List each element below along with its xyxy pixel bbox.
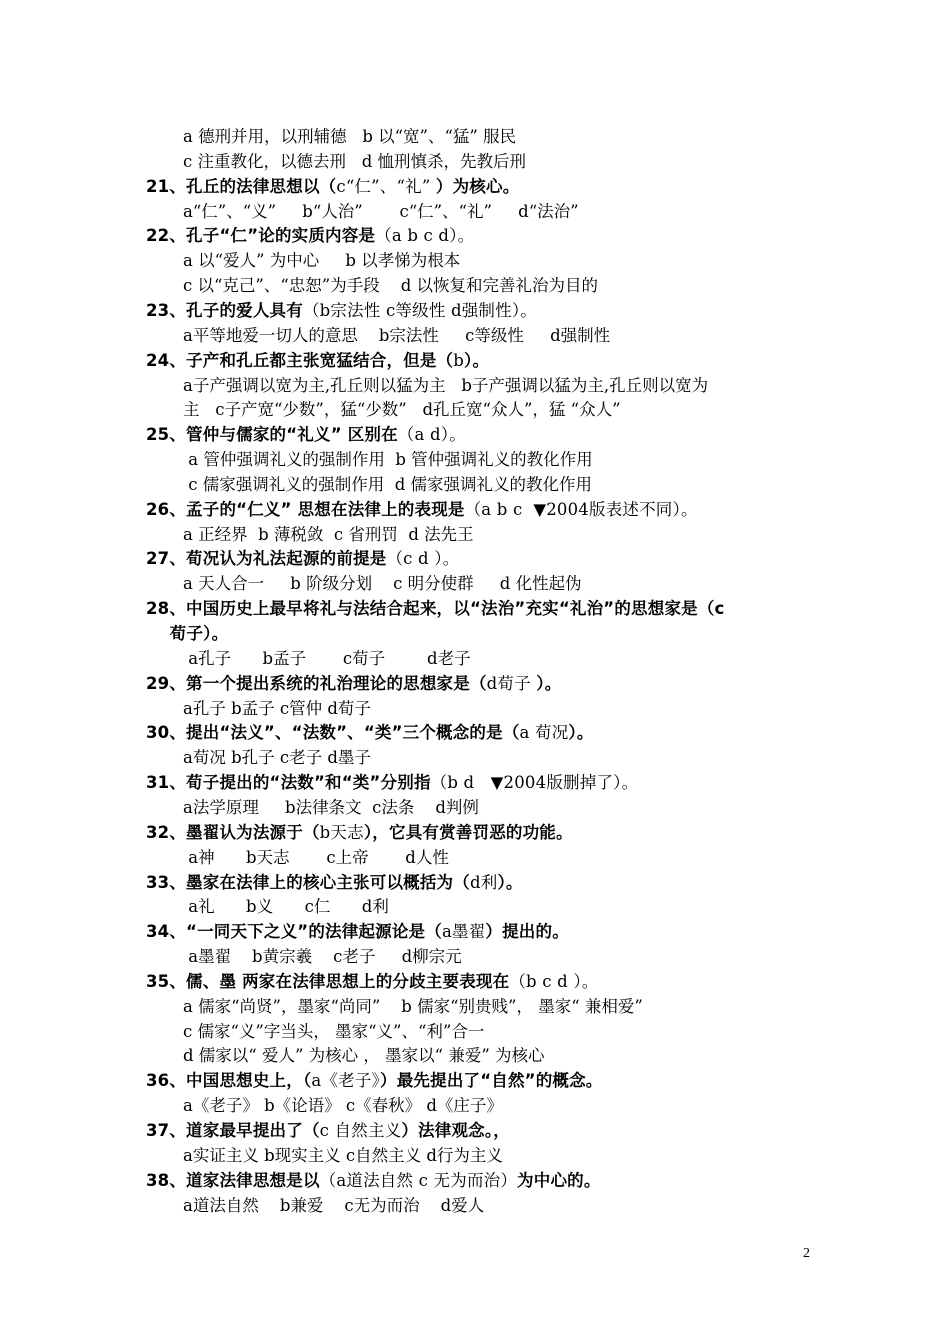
question-text-tail: ）。: [536, 673, 562, 693]
question-text: 35、儒、墨 两家在法律思想上的分歧主要表现在: [146, 971, 510, 991]
answer-text: b天志: [319, 822, 364, 842]
question-text-tail: ）最先提出了“自然”的概念。: [380, 1071, 603, 1091]
question-text-tail: ）。: [464, 350, 490, 370]
option-line: a神 b天志 c上帝 d人性: [183, 847, 449, 867]
question-text: 25、管仲与儒家的“礼义” 区别在: [146, 425, 398, 445]
question-line: [146, 596, 725, 621]
option-line: c 注重教化，以德去刑 d 恤刑慎杀，先教后刑: [183, 151, 527, 171]
answer-text: b: [453, 350, 465, 370]
question-text: 26、孟子的“仁义” 思想在法律上的表现是: [146, 499, 465, 519]
answer-text: （b d ▼2004版删掉了）。: [430, 773, 639, 793]
question-text-tail: ）。: [568, 723, 594, 743]
question-text-tail: ）为核心。: [435, 176, 520, 196]
option-line: a孔子 b孟子 c管仲 d荀子: [183, 698, 371, 718]
question-text: 荀子）。: [146, 624, 229, 643]
question-line: [146, 720, 594, 745]
question-text: 23、孔子的爱人具有: [146, 300, 303, 320]
option-line: a 正经界 b 薄税敛 c 省刑罚 d 法先王: [183, 524, 474, 544]
option-line: c 以“克己”、“忠恕”为手段 d 以恢复和完善礼治为目的: [183, 276, 599, 296]
answer-text: （a道法自然 c 无为而治）: [319, 1170, 518, 1190]
option-line: a礼 b义 c仁 d利: [183, 897, 389, 917]
option-line: a 儒家“尚贤”，墨家“尚同” b 儒家“别贵贱”， 墨家“ 兼相爱”: [183, 996, 643, 1016]
option-line: 主 c子产宽“少数”，猛“少数” d孔丘宽“众人”，猛 “众人”: [183, 400, 621, 420]
option-line: d 儒家以“ 爱人” 为核心 ， 墨家以“ 兼爱” 为核心: [183, 1046, 545, 1066]
option-line: a实证主义 b现实主义 c自然主义 d行为主义: [183, 1145, 503, 1165]
question-text: 36、中国思想史上，（: [146, 1071, 312, 1091]
question-line: [146, 621, 228, 646]
question-line: [146, 770, 638, 795]
question-text: 24、子产和孔丘都主张宽猛结合，但是（: [146, 350, 454, 370]
answer-text: （a b c d）。: [375, 226, 475, 246]
answer-text: d荀子: [486, 673, 537, 693]
answer-text: （c d ）。: [386, 549, 460, 569]
question-text: 34、“一同天下之义”的法律起源论是（: [146, 922, 442, 942]
question-text: 29、第一个提出系统的礼治理论的思想家是（: [146, 673, 487, 693]
question-text-tail: ）法律观念。，: [401, 1121, 511, 1140]
answer-text: c 自然主义: [319, 1121, 402, 1140]
question-line: [146, 348, 489, 373]
answer-text: a 荀况: [519, 723, 569, 743]
question-line: [146, 919, 569, 944]
question-text: 33、墨家在法律上的核心主张可以概括为（: [146, 872, 470, 892]
question-text: 22、孔子“仁”论的实质内容是: [146, 226, 376, 246]
question-line: [146, 870, 523, 895]
question-text: 27、荀况认为礼法起源的前提是: [146, 549, 387, 569]
question-line: [146, 671, 561, 696]
option-line: c 儒家“义”字当头， 墨家“义”、“利”合一: [183, 1021, 485, 1041]
option-line: a道法自然 b兼爱 c无为而治 d爱人: [183, 1195, 485, 1215]
question-line: [146, 820, 573, 845]
question-line: [146, 223, 474, 248]
question-text: 21、孔丘的法律思想以（: [146, 176, 337, 196]
option-line: a 德刑并用，以刑辅德 b 以“宽”、“猛” 服民: [183, 127, 517, 146]
option-line: a墨翟 b黄宗羲 c老子 d柳宗元: [183, 947, 462, 967]
option-line: a孔子 b孟子 c荀子 d老子: [183, 648, 471, 668]
answer-text: （a b c ▼2004版表述不同）。: [464, 499, 698, 519]
question-text-tail: 为中心的。: [517, 1170, 601, 1190]
question-text-tail: ）提出的。: [485, 922, 569, 942]
question-line: [146, 969, 598, 994]
option-line: a平等地爱一切人的意思 b宗法性 c等级性 d强制性: [183, 325, 611, 345]
option-line: a荀况 b孔子 c老子 d墨子: [183, 748, 371, 768]
answer-text: d利: [469, 872, 498, 892]
option-line: a 管仲强调礼义的强制作用 b 管仲强调礼义的教化作用: [183, 450, 593, 470]
question-line: [146, 1168, 601, 1193]
question-line: [146, 497, 698, 522]
option-line: a“仁”、“义” b“人治” c“仁”、“礼” d“法治”: [183, 201, 579, 221]
question-text: 38、道家法律思想是以: [146, 1170, 320, 1190]
option-line: a《老子》 b《论语》 c《春秋》 d《庄子》: [183, 1096, 503, 1116]
answer-text: c“仁”、“礼”: [336, 176, 436, 196]
question-text-tail: ），它具有赏善罚恶的功能。: [363, 822, 573, 842]
question-text: 32、墨翟认为法源于（: [146, 822, 320, 842]
answer-text: （b宗法性 c等级性 d强制性）。: [302, 300, 537, 320]
option-line: a法学原理 b法律条文 c法条 d判例: [183, 797, 479, 817]
question-line: [146, 174, 519, 199]
answer-text: a《老子》: [311, 1071, 381, 1091]
question-line: [146, 1068, 603, 1093]
question-text: 37、道家最早提出了（: [146, 1121, 320, 1140]
option-line: c 儒家强调礼义的强制作用 d 儒家强调礼义的教化作用: [183, 474, 593, 494]
question-text: 31、荀子提出的“法数”和“类”分别指: [146, 773, 431, 793]
question-text-tail: ）。: [497, 872, 523, 892]
answer-text: a墨翟: [441, 922, 486, 942]
question-line: [146, 1118, 510, 1143]
page-number: 2: [803, 1246, 810, 1261]
question-line: [146, 546, 459, 571]
answer-text: （b c d ）。: [509, 971, 599, 991]
question-text: 30、提出“法义”、“法数”、“类”三个概念的是（: [146, 723, 520, 743]
option-line: a子产强调以宽为主,孔丘则以猛为主 b子产强调以猛为主,孔丘则以宽为: [183, 375, 709, 395]
question-text: 28、中国历史上最早将礼与法结合起来，以“法治”充实“礼治”的思想家是（c: [146, 599, 725, 619]
question-line: [146, 422, 466, 447]
option-line: a 天人合一 b 阶级分划 c 明分使群 d 化性起伪: [183, 574, 582, 594]
question-line: [146, 298, 537, 323]
option-line: a 以“爱人” 为中心 b 以孝悌为根本: [183, 251, 461, 271]
answer-text: （a d）。: [397, 425, 466, 445]
